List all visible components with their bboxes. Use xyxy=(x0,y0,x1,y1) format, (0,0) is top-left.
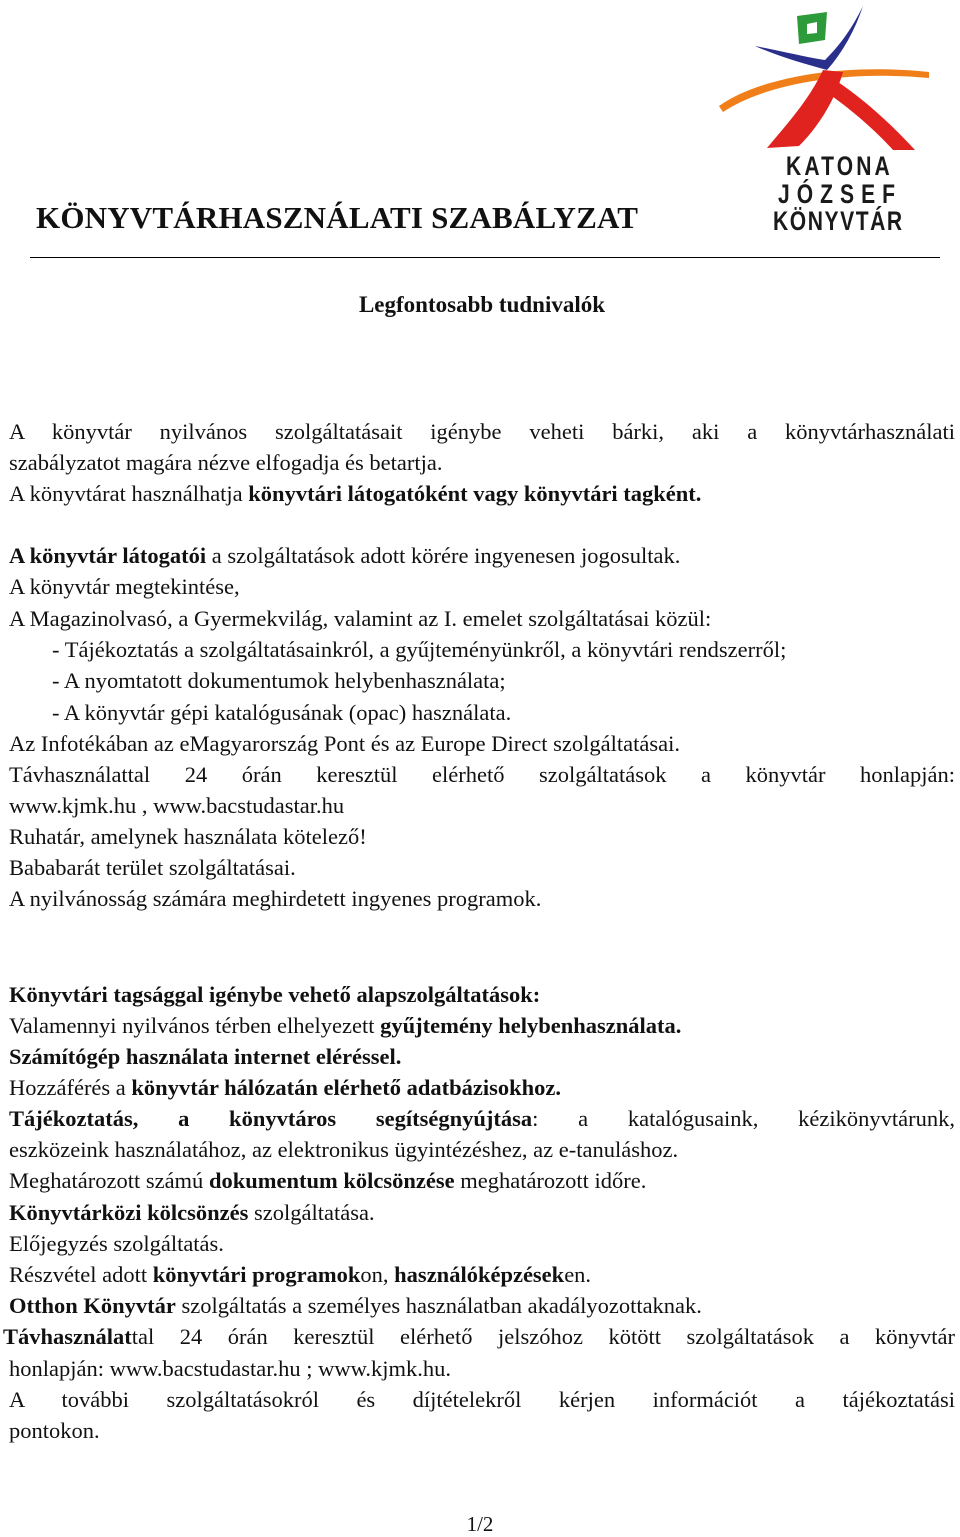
logo-text-line1: KATONA xyxy=(786,151,893,181)
paragraph-line xyxy=(9,1197,955,1228)
paragraph-line xyxy=(9,1010,955,1041)
bold-span: Távhasználat xyxy=(3,1324,132,1349)
section-heading xyxy=(9,979,955,1010)
bold-span: Számítógép használata internet eléréssel. xyxy=(9,1044,402,1069)
text-span: : a katalógusaink, kézikönyvtárunk, xyxy=(532,1106,955,1131)
paragraph-line: A Magazinolvasó, a Gyermekvilág, valamint az I. emelet szolgáltatásai közül: xyxy=(9,606,712,631)
paragraph-line: Ruhatár, amelynek használata kötelező! xyxy=(9,824,367,849)
paragraph-line xyxy=(9,1290,955,1321)
paragraph-line: A könyvtár nyilvános szolgáltatásait igénybe veheti bárki, aki a könyvtárhasználati xyxy=(9,419,955,444)
text-span: tal 24 órán keresztül elérhető jelszóhoz kötött szolgáltatások a könyvtár xyxy=(131,1324,955,1349)
logo-green-mark xyxy=(797,12,827,44)
paragraph-line: Az Infotékában az eMagyarország Pont és az Europe Direct szolgáltatásai. xyxy=(9,731,680,756)
logo-text-line3: KÖNYVTÁR xyxy=(773,206,904,236)
paragraph-line: pontokon. xyxy=(9,1418,100,1443)
paragraph-line: A könyvtár megtekintése, xyxy=(9,574,240,599)
text-span: szolgáltatása. xyxy=(248,1200,375,1225)
bold-span: Tájékoztatás, a könyvtáros segítségnyújtása xyxy=(9,1106,533,1131)
text-span: Hozzáférés a xyxy=(9,1075,132,1100)
website-links: www.kjmk.hu , www.bacstudastar.hu xyxy=(9,793,345,818)
paragraph-line xyxy=(9,1165,955,1196)
text-span: on, xyxy=(360,1262,395,1287)
paragraph-line: szabályzatot magára nézve elfogadja és betartja. xyxy=(9,450,443,475)
text-span: meghatározott időre. xyxy=(454,1168,647,1193)
bold-span: könyvtári látogatóként vagy könyvtári tagként. xyxy=(248,481,702,506)
bold-span: A könyvtár látogatói xyxy=(9,543,207,568)
paragraph-line xyxy=(9,1072,955,1103)
paragraph-line: Bababarát terület szolgáltatásai. xyxy=(9,855,296,880)
text-span: Meghatározott számú xyxy=(9,1168,209,1193)
logo-text-line2: JÓZSEF xyxy=(778,179,903,209)
bold-span: dokumentum kölcsönzése xyxy=(208,1168,455,1193)
website-links: honlapján: www.bacstudastar.hu ; www.kjmk.hu. xyxy=(9,1356,452,1381)
bold-span: Otthon Könyvtár xyxy=(9,1293,176,1318)
text-span: en. xyxy=(564,1262,592,1287)
paragraph-line xyxy=(9,1259,955,1290)
subtitle-text: Legfontosabb tudnivalók xyxy=(358,292,606,317)
page-number: 1/2 xyxy=(466,1512,494,1536)
bold-span: Könyvtári tagsággal igénybe vehető alapszolgáltatások: xyxy=(9,982,541,1007)
text-span: A könyvtárat használhatja xyxy=(9,481,249,506)
header-divider xyxy=(30,257,940,258)
subtitle xyxy=(0,292,960,318)
paragraph-line xyxy=(9,540,955,571)
text-span: Részvétel adott xyxy=(9,1262,153,1287)
bold-span: használóképzések xyxy=(394,1262,565,1287)
paragraph-line xyxy=(9,1103,955,1134)
paragraph-line: A nyilvánosság számára meghirdetett ingyenes programok. xyxy=(9,886,542,911)
bold-span: Könyvtárközi kölcsönzés xyxy=(9,1200,249,1225)
list-item: - A nyomtatott dokumentumok helybenhasználata; xyxy=(52,668,506,693)
text-span: a szolgáltatások adott körére ingyenesen jogosultak. xyxy=(206,543,681,568)
paragraph-line: A további szolgáltatásokról és díjtételekről kérjen információt a tájékoztatási xyxy=(9,1387,955,1412)
paragraph-line xyxy=(9,1041,955,1072)
bold-span: könyvtári programok xyxy=(152,1262,361,1287)
paragraph-line xyxy=(3,1321,955,1352)
bold-span: gyűjtemény helybenhasználata. xyxy=(380,1013,682,1038)
logo-red-leg xyxy=(829,80,915,150)
text-span: szolgáltatás a személyes használatban akadályozottaknak. xyxy=(175,1293,702,1318)
list-item: - Tájékoztatás a szolgáltatásainkról, a gyűjteményünkről, a könyvtári rendszerről; xyxy=(52,637,787,662)
paragraph-line: Távhasználattal 24 órán keresztül elérhető szolgáltatások a könyvtár honlapján: xyxy=(9,762,955,787)
bold-span: könyvtár hálózatán elérhető adatbázisokhoz. xyxy=(131,1075,562,1100)
text-span: Valamennyi nyilvános térben elhelyezett xyxy=(9,1013,381,1038)
paragraph-line: eszközeink használatához, az elektronikus ügyintézéshez, az e-tanuláshoz. xyxy=(9,1137,679,1162)
document-title: KÖNYVTÁRHASZNÁLATI SZABÁLYZAT xyxy=(36,200,639,235)
list-item: - A könyvtár gépi katalógusának (opac) használata. xyxy=(52,700,512,725)
paragraph-line: Előjegyzés szolgáltatás. xyxy=(9,1231,224,1256)
paragraph-line xyxy=(9,478,955,509)
